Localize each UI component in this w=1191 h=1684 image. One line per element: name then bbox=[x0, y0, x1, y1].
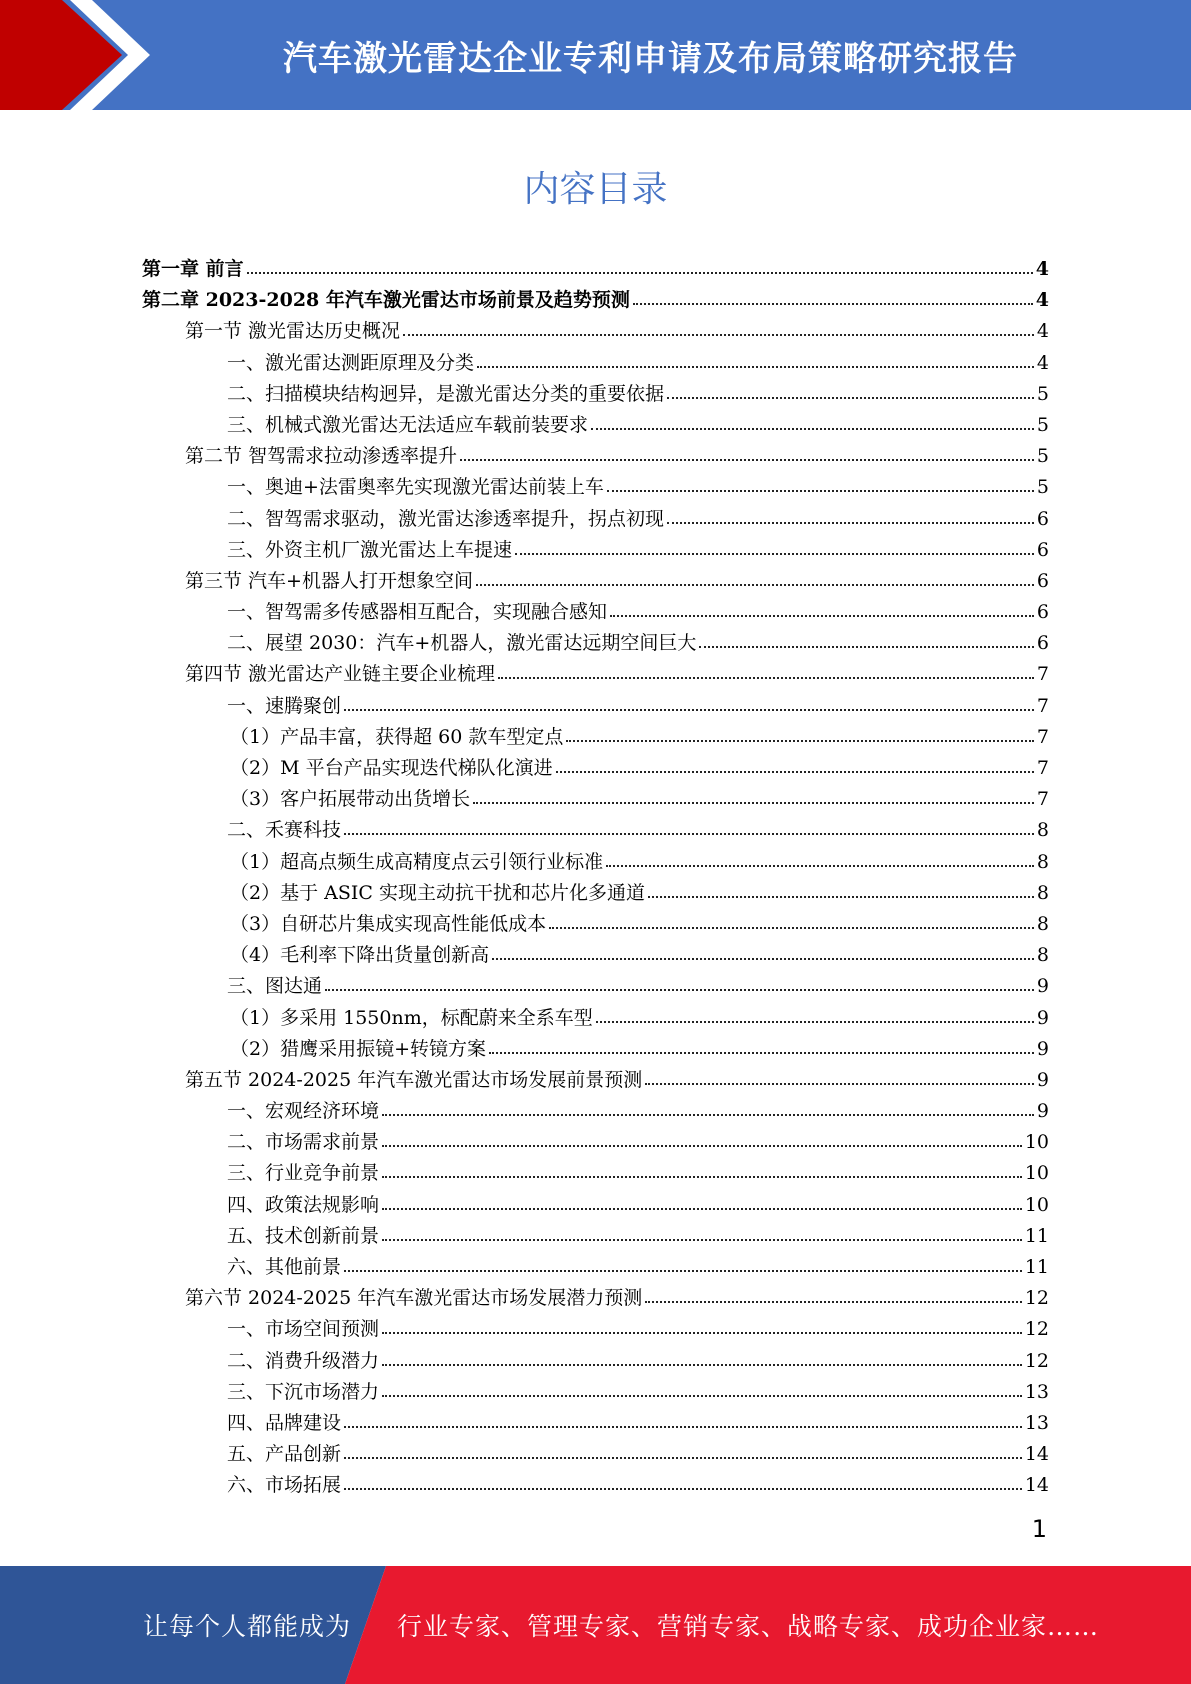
toc-entry-page: 9 bbox=[1036, 1037, 1049, 1060]
toc-entry-page: 8 bbox=[1036, 944, 1049, 967]
toc-entry-title: 三、图达通 bbox=[227, 975, 323, 998]
toc-dot-leader bbox=[382, 1328, 1022, 1334]
toc-entry-title: 第一节 激光雷达历史概况 bbox=[185, 320, 401, 343]
toc-dot-leader bbox=[607, 486, 1034, 492]
toc-entry[interactable] bbox=[142, 1034, 1049, 1065]
toc-entry-title: （1）产品丰富，获得超 60 款车型定点 bbox=[230, 725, 564, 748]
toc-entry-title: （2）M 平台产品实现迭代梯队化演进 bbox=[230, 757, 553, 779]
toc-entry[interactable] bbox=[142, 285, 1049, 316]
toc-entry-page: 11 bbox=[1024, 1224, 1049, 1247]
toc-entry-page: 12 bbox=[1024, 1349, 1049, 1372]
toc-entry[interactable] bbox=[142, 379, 1049, 410]
toc-entry-title: 一、宏观经济环境 bbox=[227, 1100, 380, 1123]
toc-entry-title: 五、产品创新 bbox=[227, 1443, 342, 1466]
toc-entry-title: 二、智驾需求驱动，激光雷达渗透率提升，拐点初现 bbox=[227, 507, 665, 530]
toc-entry-title: 六、市场拓展 bbox=[227, 1474, 342, 1497]
toc-entry[interactable] bbox=[142, 348, 1049, 379]
toc-dot-leader bbox=[566, 736, 1034, 742]
toc-entry-title: （3）客户拓展带动出货增长 bbox=[230, 788, 471, 811]
toc-dot-leader bbox=[477, 362, 1034, 368]
toc-entry-page: 4 bbox=[1036, 351, 1049, 374]
toc-entry[interactable] bbox=[142, 971, 1049, 1002]
toc-dot-leader bbox=[247, 268, 1033, 274]
toc-entry-page: 10 bbox=[1024, 1193, 1049, 1216]
toc-dot-leader bbox=[515, 549, 1034, 555]
toc-entry-title: 三、外资主机厂激光雷达上车提速 bbox=[227, 538, 513, 561]
toc-dot-leader bbox=[489, 1048, 1034, 1054]
toc-entry[interactable] bbox=[142, 784, 1049, 815]
toc-entry[interactable] bbox=[142, 1408, 1049, 1439]
toc-entry-title: 一、激光雷达测距原理及分类 bbox=[227, 351, 475, 374]
table-of-contents bbox=[142, 254, 1049, 1502]
toc-entry[interactable] bbox=[142, 1439, 1049, 1470]
toc-entry[interactable] bbox=[142, 691, 1049, 722]
toc-entry[interactable] bbox=[142, 1158, 1049, 1189]
toc-entry-page: 4 bbox=[1035, 289, 1049, 312]
toc-entry[interactable] bbox=[142, 1065, 1049, 1096]
toc-dot-leader bbox=[667, 518, 1034, 524]
toc-entry[interactable] bbox=[142, 316, 1049, 347]
toc-dot-leader bbox=[633, 299, 1033, 305]
toc-dot-leader bbox=[591, 424, 1034, 430]
toc-entry-title: 三、下沉市场潜力 bbox=[227, 1380, 380, 1403]
toc-entry[interactable] bbox=[142, 597, 1049, 628]
report-title: 汽车激光雷达企业专利申请及布局策略研究报告 bbox=[283, 38, 1018, 79]
toc-entry-title: 六、其他前景 bbox=[227, 1256, 342, 1278]
toc-dot-leader bbox=[344, 705, 1034, 711]
toc-entry-page: 7 bbox=[1036, 788, 1049, 811]
toc-dot-leader bbox=[476, 580, 1034, 586]
toc-entry[interactable] bbox=[142, 815, 1049, 846]
toc-entry[interactable] bbox=[142, 441, 1049, 472]
toc-entry-page: 7 bbox=[1036, 757, 1049, 779]
toc-entry-title: 五、技术创新前景 bbox=[227, 1224, 380, 1247]
toc-entry-title: 二、市场需求前景 bbox=[227, 1131, 380, 1154]
toc-dot-leader bbox=[344, 1422, 1022, 1428]
toc-entry[interactable] bbox=[142, 1314, 1049, 1345]
toc-dot-leader bbox=[648, 892, 1034, 898]
toc-entry-title: 第五节 2024-2025 年汽车激光雷达市场发展前景预测 bbox=[185, 1068, 643, 1091]
page-header-band bbox=[0, 0, 1191, 110]
toc-dot-leader bbox=[344, 829, 1034, 835]
toc-entry-title: 第三节 汽车+机器人打开想象空间 bbox=[185, 569, 473, 592]
toc-entry-title: 四、品牌建设 bbox=[227, 1411, 342, 1434]
toc-entry[interactable] bbox=[142, 1221, 1049, 1252]
toc-entry[interactable] bbox=[142, 1127, 1049, 1158]
toc-dot-leader bbox=[460, 455, 1034, 461]
toc-entry-page: 10 bbox=[1024, 1162, 1049, 1185]
toc-dot-leader bbox=[403, 330, 1034, 336]
toc-entry-page: 5 bbox=[1036, 476, 1049, 499]
toc-entry[interactable] bbox=[142, 847, 1049, 878]
toc-entry-page: 8 bbox=[1036, 850, 1049, 873]
toc-entry-title: 三、行业竞争前景 bbox=[227, 1162, 380, 1185]
toc-dot-leader bbox=[667, 393, 1034, 399]
toc-dot-leader bbox=[645, 1297, 1022, 1303]
footer-slogan-left: 让每个人都能成为 bbox=[143, 1612, 352, 1641]
header-arrow-graphic bbox=[0, 0, 160, 110]
toc-entry-title: 第二章 2023-2028 年汽车激光雷达市场前景及趋势预测 bbox=[142, 289, 630, 312]
toc-dot-leader bbox=[645, 1079, 1034, 1085]
toc-entry[interactable] bbox=[142, 878, 1049, 909]
toc-dot-leader bbox=[492, 954, 1034, 960]
toc-dot-leader bbox=[344, 1266, 1022, 1272]
toc-entry-page: 6 bbox=[1036, 507, 1049, 530]
toc-dot-leader bbox=[556, 767, 1034, 773]
toc-entry-title: 第一章 前言 bbox=[142, 258, 244, 280]
toc-entry-page: 5 bbox=[1036, 382, 1049, 405]
toc-entry-title: 二、扫描模块结构迥异，是激光雷达分类的重要依据 bbox=[227, 382, 665, 405]
toc-entry[interactable] bbox=[142, 659, 1049, 690]
toc-entry-title: （3）自研芯片集成实现高性能低成本 bbox=[230, 912, 547, 935]
toc-dot-leader bbox=[498, 673, 1034, 679]
toc-entry-page: 10 bbox=[1024, 1131, 1049, 1154]
toc-entry-page: 8 bbox=[1036, 881, 1049, 904]
toc-entry-page: 9 bbox=[1036, 1100, 1049, 1123]
toc-entry-page: 12 bbox=[1024, 1287, 1049, 1310]
toc-entry-page: 13 bbox=[1024, 1380, 1049, 1403]
toc-dot-leader bbox=[606, 861, 1034, 867]
toc-entry[interactable] bbox=[142, 410, 1049, 441]
toc-entry[interactable] bbox=[142, 535, 1049, 566]
toc-dot-leader bbox=[325, 985, 1034, 991]
toc-dot-leader bbox=[549, 923, 1034, 929]
toc-dot-leader bbox=[344, 1484, 1022, 1490]
toc-entry-title: 二、展望 2030：汽车+机器人，激光雷达远期空间巨大 bbox=[227, 632, 697, 655]
toc-entry-title: 一、市场空间预测 bbox=[227, 1318, 380, 1341]
toc-entry-page: 12 bbox=[1024, 1318, 1049, 1341]
toc-entry[interactable] bbox=[142, 1252, 1049, 1283]
toc-dot-leader bbox=[344, 1453, 1022, 1459]
toc-entry[interactable] bbox=[142, 472, 1049, 503]
toc-entry[interactable] bbox=[142, 940, 1049, 971]
toc-entry-page: 4 bbox=[1035, 258, 1049, 280]
toc-entry-title: 三、机械式激光雷达无法适应车载前装要求 bbox=[227, 413, 589, 436]
toc-entry-page: 4 bbox=[1036, 320, 1049, 343]
toc-entry[interactable] bbox=[142, 753, 1049, 784]
toc-entry-title: 二、消费升级潜力 bbox=[227, 1349, 380, 1372]
toc-entry[interactable] bbox=[142, 1003, 1049, 1034]
toc-entry-page: 5 bbox=[1036, 445, 1049, 468]
toc-entry-page: 7 bbox=[1036, 725, 1049, 748]
toc-dot-leader bbox=[596, 1017, 1034, 1023]
page-number: 1 bbox=[1031, 1515, 1047, 1543]
toc-dot-leader bbox=[382, 1172, 1022, 1178]
toc-entry-page: 5 bbox=[1036, 413, 1049, 436]
toc-entry-page: 9 bbox=[1036, 975, 1049, 998]
toc-entry-title: （2）猎鹰采用振镜+转镜方案 bbox=[230, 1037, 487, 1060]
toc-entry-title: （2）基于 ASIC 实现主动抗干扰和芯片化多通道 bbox=[230, 881, 645, 904]
toc-entry-page: 9 bbox=[1036, 1006, 1049, 1029]
toc-entry-title: 第四节 激光雷达产业链主要企业梳理 bbox=[185, 663, 496, 686]
toc-entry[interactable] bbox=[142, 504, 1049, 535]
toc-entry-title: 第二节 智驾需求拉动渗透率提升 bbox=[185, 445, 458, 468]
toc-entry[interactable] bbox=[142, 1346, 1049, 1377]
toc-heading: 内容目录 bbox=[523, 169, 668, 210]
toc-entry[interactable] bbox=[142, 1190, 1049, 1221]
toc-dot-leader bbox=[699, 642, 1034, 648]
toc-entry[interactable] bbox=[142, 254, 1049, 285]
toc-entry[interactable] bbox=[142, 628, 1049, 659]
toc-entry-title: （1）超高点频生成高精度点云引领行业标准 bbox=[230, 850, 604, 873]
toc-dot-leader bbox=[382, 1360, 1022, 1366]
toc-entry-page: 9 bbox=[1036, 1068, 1049, 1091]
toc-entry-page: 6 bbox=[1036, 632, 1049, 655]
toc-entry[interactable] bbox=[142, 1470, 1049, 1501]
toc-dot-leader bbox=[473, 798, 1034, 804]
toc-dot-leader bbox=[610, 611, 1034, 617]
toc-entry-title: 一、速腾聚创 bbox=[227, 694, 342, 717]
toc-entry-page: 7 bbox=[1036, 663, 1049, 686]
toc-entry[interactable] bbox=[142, 1283, 1049, 1314]
toc-dot-leader bbox=[382, 1391, 1022, 1397]
toc-entry-title: 一、奥迪+法雷奥率先实现激光雷达前装上车 bbox=[227, 476, 604, 499]
page-footer-band bbox=[0, 1566, 1191, 1684]
toc-entry-page: 14 bbox=[1024, 1443, 1049, 1466]
toc-entry-page: 11 bbox=[1024, 1256, 1049, 1278]
toc-entry[interactable] bbox=[142, 566, 1049, 597]
toc-entry[interactable] bbox=[142, 909, 1049, 940]
toc-entry-page: 6 bbox=[1036, 569, 1049, 592]
toc-entry[interactable] bbox=[142, 1096, 1049, 1127]
toc-dot-leader bbox=[382, 1141, 1022, 1147]
toc-entry-title: 第六节 2024-2025 年汽车激光雷达市场发展潜力预测 bbox=[185, 1287, 643, 1310]
toc-entry[interactable] bbox=[142, 722, 1049, 753]
toc-entry-page: 8 bbox=[1036, 912, 1049, 935]
toc-entry-page: 8 bbox=[1036, 819, 1049, 842]
toc-entry-title: 四、政策法规影响 bbox=[227, 1193, 380, 1216]
toc-entry-title: （1）多采用 1550nm，标配蔚来全系车型 bbox=[230, 1006, 593, 1029]
toc-entry-page: 6 bbox=[1036, 601, 1049, 624]
toc-entry-title: 一、智驾需多传感器相互配合，实现融合感知 bbox=[227, 601, 608, 624]
toc-entry-page: 13 bbox=[1024, 1411, 1049, 1434]
footer-slogan-right: 行业专家、管理专家、营销专家、战略专家、成功企业家…… bbox=[397, 1612, 1100, 1641]
toc-entry-title: （4）毛利率下降出货量创新高 bbox=[230, 944, 490, 967]
toc-entry[interactable] bbox=[142, 1377, 1049, 1408]
toc-entry-page: 7 bbox=[1036, 694, 1049, 717]
toc-entry-page: 6 bbox=[1036, 538, 1049, 561]
toc-entry-page: 14 bbox=[1024, 1474, 1049, 1497]
toc-dot-leader bbox=[382, 1110, 1034, 1116]
toc-entry-title: 二、禾赛科技 bbox=[227, 819, 342, 842]
toc-dot-leader bbox=[382, 1235, 1022, 1241]
toc-dot-leader bbox=[382, 1204, 1022, 1210]
